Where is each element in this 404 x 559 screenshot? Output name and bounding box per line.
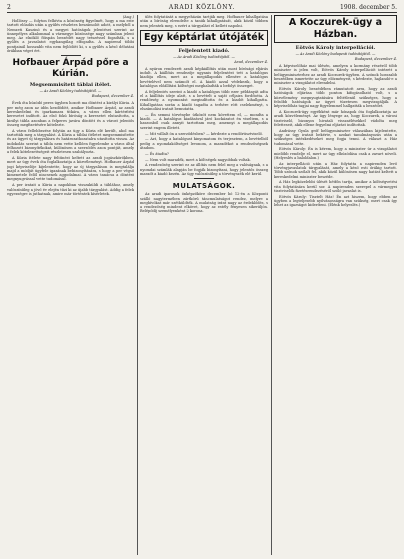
issue-date: 1908. december 5.	[340, 4, 397, 11]
article-paragraph: — Azt, hogy a katalógust kinyomatom és terjesztem, a bevételből pedig a nyomdaköltséget levonom, a maradékot a rendezőségnek átadom.	[140, 137, 268, 150]
article-paragraph: A rendezőség szerint ez az állítás nem felel meg a valóságnak, s a nyomdai számlák alapján be fogják bizonyítani, hogy jelentős összeg maradt a kiadó kezén. Az ügy valószínűleg a törvényszék elé kerül.	[140, 163, 268, 176]
article-paragraph: Eötvös Károly beszédében rámutatott arra, hogy az aradi hatóságok eljárása több ponton kifogásolható volt, s a közvélemény megnyugtatására feltétlenül szükséges, hogy a felsőbb hatóságok az ügyet tüzetesen megvizsgálják. A képviselőház tagjai nagy figyelemmel hallgatták a beszédet.	[274, 86, 397, 109]
article-paragraph: A Ház legközelebbi ülését hétfőn tartja, amikor a költségvetési vita folytatására kerül sor. A napirenden szerepel a vármegyei tisztviselők fizetésrendezéséről szóló javaslat is.	[274, 180, 397, 194]
column-divider	[271, 15, 272, 555]
separator	[61, 55, 81, 56]
article-paragraph: Évek óta húzódó peres ügyben hozott ma döntést a királyi Kúria. A per még azon az időn kezdődött, amikor Hofbauer Árpád, az aradi kereskedelmi és iparkamara titkára, a város ellen kártérítési keresetet indított. Az első fokú bíróság a keresetet elutasította, a királyi tábla azonban a felperes javára döntött és a várost jelentős összeg megfizetésére kötelezte.	[7, 101, 134, 127]
separator	[194, 178, 214, 179]
article-paragraph: Az aradi iparosok önképzőköre december hó 12-én a Központi szálló nagytermében zártkörű táncmulatságot rendez, melyre a meghívókat már szétküldték. A mulatság iránt nagy az érdeklődés, s a rendezőség mindent elkövet, hogy az estély fényesen sikerüljön. Belépődíj személyenként 2 korona.	[140, 192, 268, 214]
dateline: Budapest, december 4.	[91, 94, 134, 99]
headline: Egy képtárlat útójáték	[140, 30, 268, 46]
section-title: MULATSÁGOK.	[172, 182, 236, 191]
article-paragraph: Az interpelláció után a Ház folytatta a napirenden levő törvényjavaslatok tárgyalását, amely a késő esti órákig tartott. Több szónok szólalt fel, akik közül különösen nagy hatást keltett a kereskedelmi miniszter beszéde.	[274, 161, 397, 179]
article-paragraph: A per iratait a Kúria a napokban visszaküldi a táblához, amely valószínűleg a jövő év elején tűzi ki az újabb tárgyalást. Addig a felek egyezségre is juthatnak, amire már történtek kísérletek.	[7, 183, 134, 196]
subheadline: Megsemmisített táblai ítélet.	[29, 82, 112, 89]
newspaper-title: ARADI KÖZLÖNY.	[168, 4, 236, 11]
column-divider	[137, 15, 138, 555]
article-paragraph: — Mit vállalt ön a szerződésben? — kérdezte a rendőrtisztviselő.	[145, 131, 263, 136]
byline: — Az Aradi Közlöny budapesti tudósítójától. —	[295, 52, 376, 56]
dateline: Arad, december 4.	[234, 59, 268, 64]
article-paragraph: Hollóssy — folyton felhívta a közönség figyelmét, hogy a ma este tartott előadás után a gyűlés részletes beszámolót adott, a melyből a Nemzeti Kaszinó és a megyei hatóságok jelentései szerint az ünnepélyes alkalommal a vármegye közönsége nagy számban jelent meg. Az elnöklő főispán beszédét nagy tetszéssel fogadták, s a gyűlés a javaslatot egyhangúlag elfogadta. A napirend többi pontjainál hosszabb vita nem fejlődött ki, s a gyűlés a késő délutáni órákban véget ért.	[7, 19, 134, 54]
byline: — Az Aradi Közlöny tudósítójától. —	[39, 89, 102, 94]
running-header	[7, 4, 397, 13]
article-paragraph: A város fellebbezése folytán az ügy a Kúria elé került, ahol ma tartották meg a tárgyalást. A Kúria a táblai ítéletet megsemmisítette és az ügyet új tárgyalásra és határozathozatalra utasította vissza. Az indokolás szerint a tábla nem vette kellően figyelembe a város által felhozott bizonyítékokat, különösen a szerződés azon pontját, amely a felek kötelezettségeit részletesen szabályozta.	[7, 128, 134, 155]
article-paragraph: Andrássy Gyula gróf belügyminiszter válaszában kijelentette, hogy az ügy iratait bekérte, s azokat tanulmányozás után a szükséges intézkedéseket meg fogja tenni. A választ a Ház tudomásul vette.	[274, 128, 397, 146]
article-paragraph: — És átadta?	[145, 151, 169, 156]
headline: A Koczurek-ügy a Házban.	[274, 15, 397, 43]
article-paragraph: A képviselőház mai ülésén, amelyen a kormány részéről több miniszter is jelen volt, Eötvös Károly interpellációt intézett a belügyminiszterhez az aradi Koczurek-ügyben. A szónok hosszabb beszédben ismertette az ügy előzményeit, s kérdezte, hajlandó-e a miniszter a vizsgálatot elrendelni.	[274, 64, 397, 86]
article-tag: (Aug.)	[122, 15, 134, 19]
subheadline: Feljelentett kiadó.	[178, 47, 230, 54]
article-paragraph: — Én semmi törvénybe ütközőt nem követtem el, — mondta a kiadó. — A katalógus kiadásával járó kockázatot én viseltem, s a haszonból csak annyit tartottam meg, amennyi a megállapodás szerint engem illetett.	[140, 112, 268, 130]
article-paragraph: A Koczurek-ügy egyébként már hónapok óta foglalkoztatja az aradi közvéleményt. Az ügy lényege az, hogy Koczurek, a városi tisztviselő, bizonyos hivatali visszaélésekkel vádolta meg feletteseit, akik ellene fegyelmi eljárást indítottak.	[274, 109, 397, 127]
article-paragraph: A Kúria ítélete nagy feltűnést keltett az aradi jogászkörökben, mert az ügy évek óta foglalkoztatja a közvéleményt. Hofbauer Árpád jogi képviselője kijelentette, hogy az új tárgyaláson is megtalálja majd a módját ügyfele igazának bebizonyítására, s hogy a per végső kimenetele felől nincsenek aggodalmai. A város tanácsa a döntést megnyugvással vette tudomásul.	[7, 155, 134, 182]
byline: — Az Aradi Közlöny tudósítójától. —	[173, 54, 235, 59]
column-2	[140, 15, 268, 555]
dateline: Budapest, december 4.	[354, 57, 397, 61]
article-paragraph: Eötvös Károly: Én is kérem, hogy a miniszter úr a vizsgálatot mielőbb rendelje el, mert az ügy elhúzódása csak a zavart növeli. (Helyeslés a baloldalon.)	[274, 147, 397, 160]
column-3	[274, 15, 397, 555]
headline: Hofbauer Árpád pőre a Kúrián.	[12, 58, 129, 80]
article-paragraph: — Nem volt maradék, mert a költségek nagyobbak voltak.	[145, 157, 251, 162]
column-1	[7, 15, 134, 555]
page-number: 2	[7, 4, 11, 11]
article-paragraph: Eötvös Károly: Tisztelt Ház! Én azt hiszem, hogy ebben az ügyben a legteljesebb nyilvánosságra van szükség, mert csak így lehet az igazságot kideríteni. (Élénk helyeslés.)	[274, 194, 397, 208]
article-paragraph: A feljelentés szerint a kiadó a katalógus több ezer példányát adta el a kiállítás ideje alatt, s a bevételt a saját céljaira fordította. A rendőrség a nyomozást megindította és a kiadót kihallgatta. Kihallgatása során a kiadó tagadta a terhére rótt cselekményt, s elszámolási iratait bemutatta.	[140, 89, 268, 112]
article-paragraph: A nyáron rendezett aradi képkiállítás után most bírósági eljárás indult. A kiállítás rendezője ugyanis feljelentést tett a katalógus kiadója ellen, mert az a megállapodás ellenére a katalógus bevételével nem számolt el. A kiadó azzal védekezik, hogy a katalógus előállítási költségei meghaladták a befolyt összeget.	[140, 66, 268, 89]
article-paragraph: ülés folytatását a megyeházán tartják meg. Hofbauer kihallgatása után a bíróság elrendelte a tanúk kihallgatását, akik közül többen nem jelentek meg, s ezért a tárgyalást el kellett napolni.	[140, 15, 268, 28]
subheadline: Eötvös Károly interpellációi.	[295, 45, 376, 51]
